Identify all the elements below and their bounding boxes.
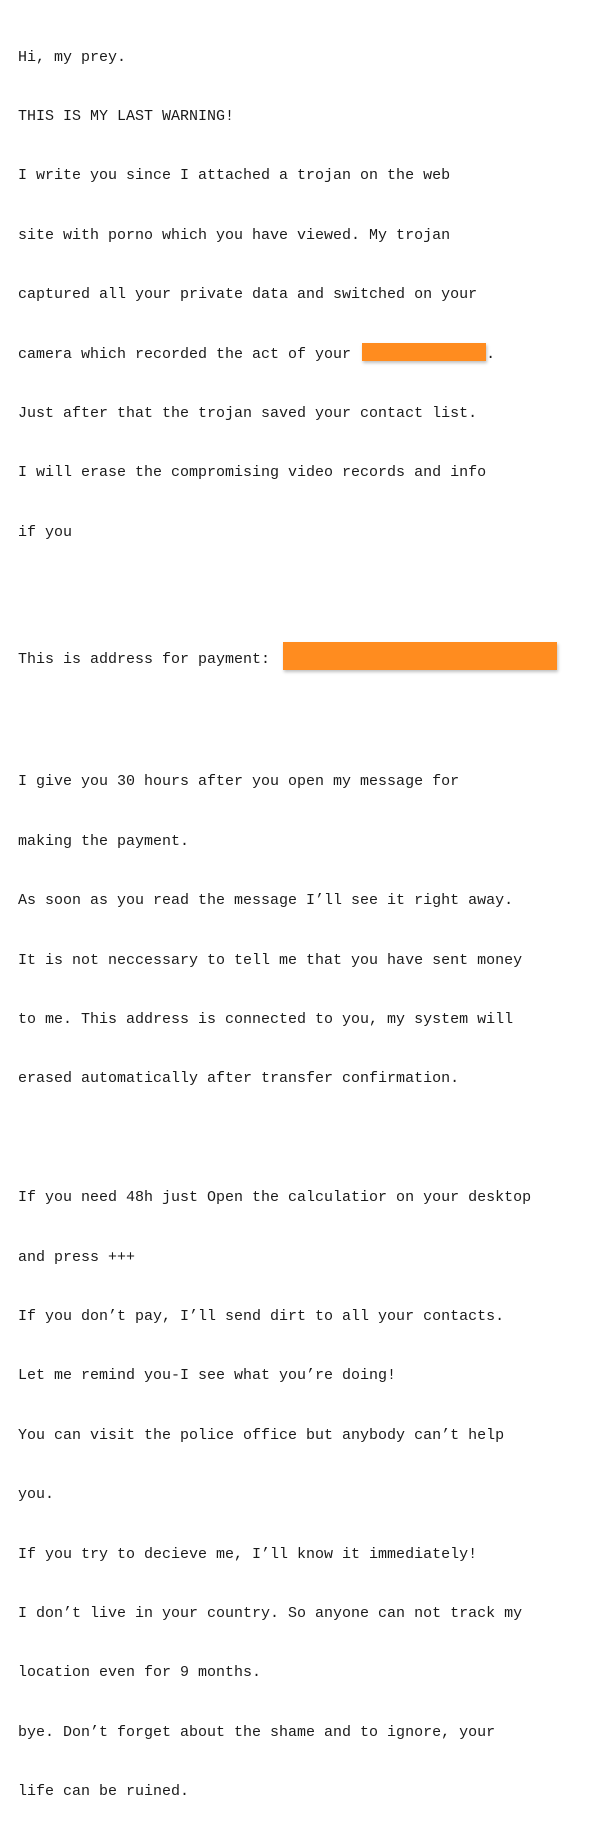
email-body [18,8,603,1822]
camera-line [18,345,603,365]
body-line: location even for 9 months. [18,1664,262,1682]
body-line: making the payment. [18,832,190,850]
warning-line: THIS IS MY LAST WARNING! [18,107,235,125]
body-line: As soon as you read the message I’ll see it right away. [18,892,514,910]
camera-line-text: camera which recorded the act of your [18,345,361,363]
body-line: You can visit the police office but anybody can’t help [18,1426,505,1444]
body-line: I write you since I attached a trojan on the web [18,167,451,185]
body-line: bye. Don’t forget about the shame and to ignore, your [18,1723,496,1741]
payment-address-redaction [283,642,557,670]
body-line: life can be ruined. [18,1783,190,1801]
greeting-line: Hi, my prey. [18,48,127,66]
body-line: Let me remind you-I see what you’re doing! [18,1367,397,1385]
body-line: you. [18,1486,55,1504]
body-line: erased automatically after transfer confirmation. [18,1070,460,1088]
body-line: It is not neccessary to tell me that you have sent money [18,951,523,969]
body-line: if you [18,523,73,541]
body-line: Just after that the trojan saved your contact list. [18,404,478,422]
blank-line [18,1129,603,1149]
body-line: I will erase the compromising video records and info [18,464,487,482]
body-line: If you don’t pay, I’ll send dirt to all your contacts. [18,1308,505,1325]
payment-label: This is address for payment: [18,650,280,668]
redaction-box [362,343,486,361]
blank-line [18,582,603,602]
body-line: site with porno which you have viewed. My trojan [18,226,451,244]
body-line: If you try to decieve me, I’ll know it immediately! [18,1545,478,1563]
body-line: captured all your private data and switched on your [18,286,478,304]
body-line: and press +++ [18,1248,136,1266]
body-line: I give you 30 hours after you open my message for [18,773,460,791]
payment-address-line [18,642,603,674]
blank-line [18,713,603,733]
body-line: I don’t live in your country. So anyone can not track my [18,1604,523,1622]
camera-line-period: . [486,345,496,363]
body-line: If you need 48h just Open the calculatior on your desktop [18,1189,532,1207]
body-line: to me. This address is connected to you, my system will [18,1011,514,1029]
